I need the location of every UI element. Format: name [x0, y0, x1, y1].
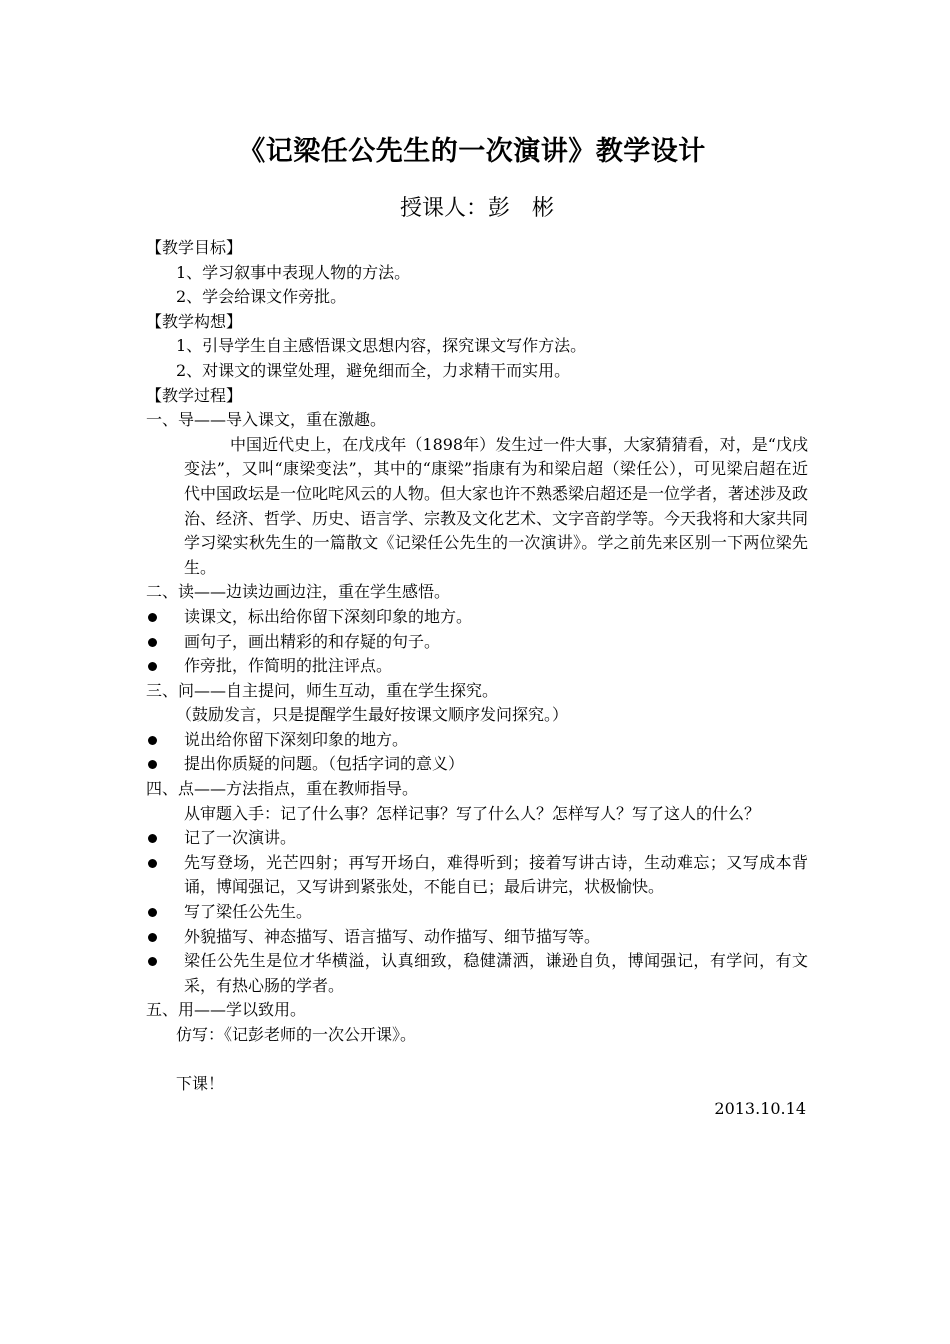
bullet-icon — [148, 908, 157, 917]
list-item-text: 读课文，标出给你留下深刻印象的地方。 — [184, 606, 473, 626]
author-line: 授课人：彭 彬 — [399, 196, 554, 221]
list-item-text: 梁任公先生是位才华横溢，认真细致，稳健潇洒，谦逊自负，博闻强记，有学问，有文采，有热心肠的学者。 — [184, 951, 808, 995]
list-item — [146, 925, 808, 950]
list-item — [146, 605, 808, 630]
step-2-heading: 二、读——边读边画边注，重在学生感悟。 — [146, 582, 451, 602]
list-item — [146, 630, 808, 655]
list-item — [146, 728, 808, 753]
bullet-icon — [148, 859, 157, 868]
bullet-icon — [148, 957, 157, 966]
step-1-heading: 一、导——导入课文，重在激趣。 — [146, 410, 387, 430]
step-5-paragraph: 仿写：《记彭老师的一次公开课》。 — [176, 1025, 417, 1044]
list-item-text: 写了梁任公先生。 — [184, 902, 313, 922]
list-item-text: 作旁批，作简明的批注评点。 — [184, 656, 393, 676]
goal-item: 1、学习叙事中表现人物的方法。 — [176, 262, 411, 282]
bullet-icon — [148, 613, 157, 622]
list-item — [146, 949, 808, 998]
list-item — [146, 826, 808, 851]
concept-item: 1、引导学生自主感悟课文思想内容，探究课文写作方法。 — [176, 336, 587, 356]
concept-heading: 【教学构想】 — [146, 311, 243, 331]
process-heading: 【教学过程】 — [146, 385, 243, 405]
list-item — [146, 752, 808, 777]
document-date: 2013.10.14 — [714, 1098, 806, 1118]
document-page — [146, 132, 808, 1121]
list-item-text: 先写登场，光芒四射；再写开场白，难得听到；接着写讲古诗，生动难忘；又写成本背诵，博闻强记，又写讲到紧张处，不能自已；最后讲完，状极愉快。 — [184, 852, 808, 897]
list-item-text: 说出给你留下深刻印象的地方。 — [184, 729, 409, 749]
list-item-text: 外貌描写、神态描写、语言描写、动作描写、细节描写等。 — [184, 926, 601, 946]
step-5-heading: 五、用——学以致用。 — [146, 1000, 307, 1020]
list-item-text: 画句子，画出精彩的和存疑的句子。 — [184, 631, 441, 651]
step-1-paragraph: 中国近代史上，在戊戌年（1898年）发生过一件大事，大家猜猜看，对，是“戊戌变法”，又叫“康梁变法”，其中的“康梁”指康有为和梁启超（梁任公），可见梁启超在近代中国政坛是一位叱咤风云的人物。但大家也许不熟悉梁启超还是一位学者，著述涉及政治、经济、哲学、历史、语言学、宗教及文化艺术、文字音韵学等。今天我将和大家共同学习梁实秋先生的一篇散文《记梁任公先生的一次演讲》。学之前先来区别一下两位梁先生。 — [184, 434, 809, 577]
goals-heading: 【教学目标】 — [146, 238, 243, 257]
list-item-text: 记了一次演讲。 — [184, 828, 297, 848]
goal-item: 2、学会给课文作旁批。 — [176, 287, 347, 307]
step-4-paragraph: 从审题入手：记了什么事？怎样记事？写了什么人？怎样写人？写了这人的什么？ — [184, 803, 761, 823]
bullet-icon — [148, 834, 157, 843]
step-3-heading: 三、问——自主提问，师生互动，重在学生探究。 — [146, 680, 499, 700]
document-title: 《记梁任公先生的一次演讲》教学设计 — [238, 136, 706, 167]
bullet-icon — [148, 760, 157, 769]
closing-line: 下课！ — [176, 1074, 225, 1094]
bullet-icon — [148, 662, 157, 671]
step-3-note: （鼓励发言，只是提醒学生最好按课文顺序发问探究。） — [176, 705, 569, 725]
bullet-icon — [148, 736, 157, 745]
list-item — [146, 851, 808, 900]
step-4-heading: 四、点——方法指点，重在教师指导。 — [146, 779, 419, 799]
bullet-icon — [148, 933, 157, 942]
bullet-icon — [148, 638, 157, 647]
list-item — [146, 900, 808, 925]
blank-line — [146, 1048, 808, 1073]
list-item — [146, 654, 808, 679]
concept-item: 2、对课文的课堂处理，避免细而全，力求精干而实用。 — [176, 360, 571, 380]
list-item-text: 提出你质疑的问题。（包括字词的意义） — [184, 754, 465, 774]
